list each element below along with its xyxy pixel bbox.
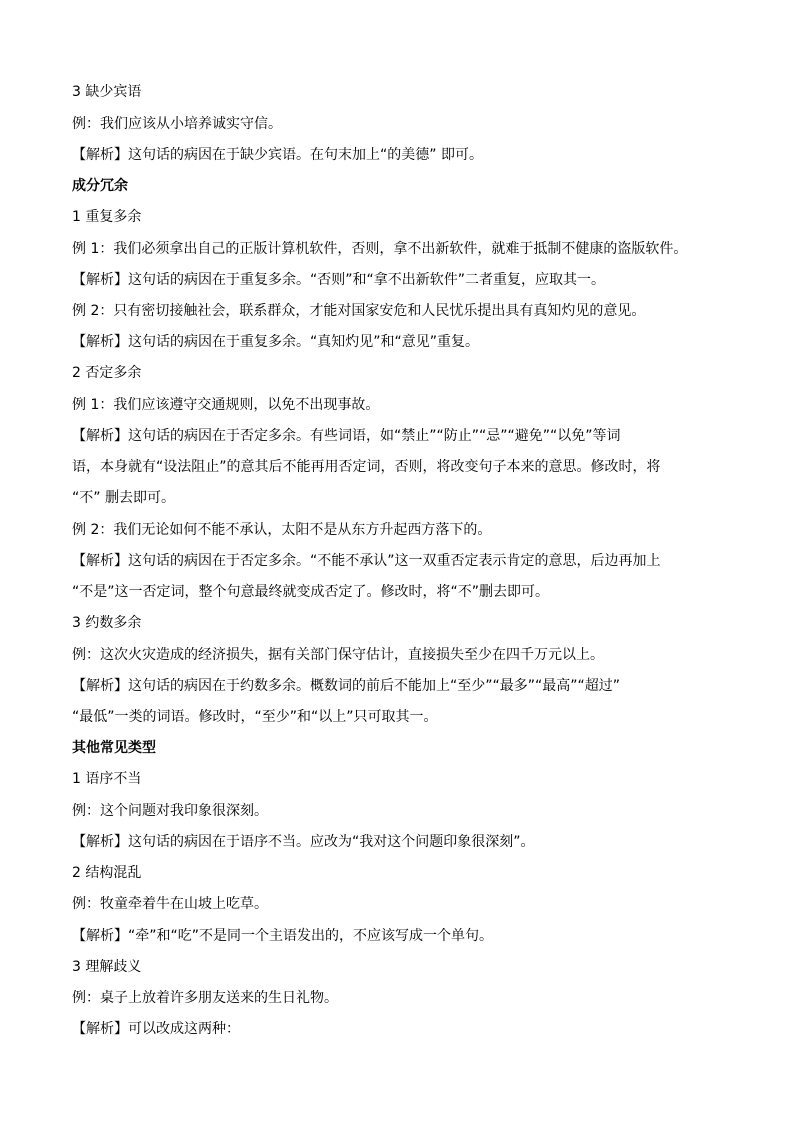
example-line: 例 1：我们应该遵守交通规则，以免不出现事故。 bbox=[72, 397, 380, 413]
analysis-line: 【解析】这句话的病因在于重复多余。“否则”和“拿不出新软件”二者重复，应取其一。 bbox=[72, 272, 606, 288]
analysis-line: 【解析】“牵”和“吃”不是同一个主语发出的，不应该写成一个单句。 bbox=[72, 928, 494, 944]
subheading-structure: 2 结构混乱 bbox=[72, 865, 142, 881]
analysis-line: 【解析】这句话的病因在于否定多余。有些词语，如“禁止”“防止”“忌”“避免”“以免”等词 bbox=[72, 428, 621, 444]
example-line: 例：这次火灾造成的经济损失，据有关部门保守估计，直接损失至少在四千万元以上。 bbox=[72, 647, 604, 663]
example-line: 例 1：我们必须拿出自己的正版计算机软件，否则，拿不出新软件，就难于抵制不健康的盗版软件。 bbox=[72, 241, 688, 257]
analysis-line: 【解析】这句话的病因在于重复多余。“真知灼见”和“意见”重复。 bbox=[72, 334, 480, 350]
example-line: 例：我们应该从小培养诚实守信。 bbox=[72, 116, 282, 132]
analysis-line: 【解析】这句话的病因在于语序不当。应改为“我对这个问题印象很深刻”。 bbox=[72, 834, 535, 850]
analysis-line: 【解析】可以改成这两种： bbox=[72, 1021, 240, 1037]
section-heading-other-types: 其他常见类型 bbox=[72, 740, 156, 756]
analysis-line: 【解析】这句话的病因在于否定多余。“不能不承认”这一双重否定表示肯定的意思，后边再加上 bbox=[72, 553, 661, 569]
subheading-negation: 2 否定多余 bbox=[72, 365, 142, 381]
subheading-ambiguity: 3 理解歧义 bbox=[72, 959, 142, 975]
example-line: 例 2：只有密切接触社会，联系群众，才能对国家安危和人民忧乐提出具有真知灼见的意见。 bbox=[72, 303, 646, 319]
continuation-line: “不是”这一否定词，整个句意最终就变成否定了。修改时，将“不”删去即可。 bbox=[72, 584, 550, 600]
continuation-line: “最低”一类的词语。修改时，“至少”和“以上”只可取其一。 bbox=[72, 709, 438, 725]
section-heading-redundancy: 成分冗余 bbox=[72, 178, 128, 194]
example-line: 例 2：我们无论如何不能不承认，太阳不是从东方升起西方落下的。 bbox=[72, 522, 492, 538]
subheading-approximation: 3 约数多余 bbox=[72, 615, 142, 631]
subheading-missing-object: 3 缺少宾语 bbox=[72, 84, 142, 100]
analysis-line: 【解析】这句话的病因在于约数多余。概数词的前后不能加上“至少”“最多”“最高”“超过” bbox=[72, 678, 621, 694]
example-line: 例：牧童牵着牛在山坡上吃草。 bbox=[72, 896, 268, 912]
example-line: 例：这个问题对我印象很深刻。 bbox=[72, 803, 268, 819]
subheading-repetition: 1 重复多余 bbox=[72, 209, 142, 225]
example-line: 例：桌子上放着许多朋友送来的生日礼物。 bbox=[72, 990, 338, 1006]
continuation-line: “不” 删去即可。 bbox=[72, 490, 175, 506]
subheading-word-order: 1 语序不当 bbox=[72, 771, 142, 787]
continuation-line: 语，本身就有“设法阻止”的意其后不能再用否定词，否则，将改变句子本来的意思。修改时，将 bbox=[72, 459, 661, 475]
analysis-line: 【解析】这句话的病因在于缺少宾语。在句末加上“的美德” 即可。 bbox=[72, 147, 483, 163]
